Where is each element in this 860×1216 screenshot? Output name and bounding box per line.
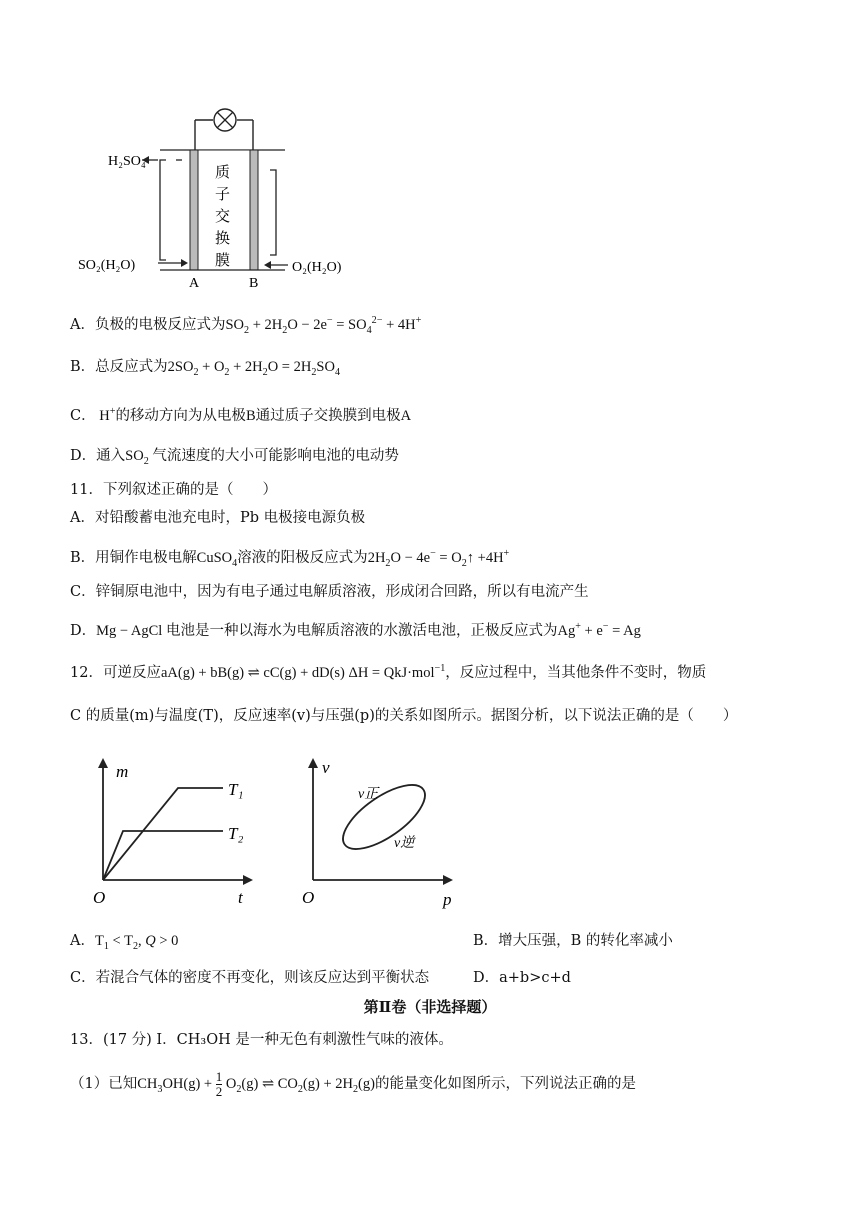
electrode-b-label: B xyxy=(249,276,259,291)
q11-option-a: A．对铅酸蓄电池充电时，Pb 电极接电源负极 xyxy=(70,510,366,526)
q10-option-a: A．负极的电极反应式为$SO_2 + 2H_2O - 2e^- = SO_4^{2-} + 4H^+$ xyxy=(70,315,422,336)
q11-option-c: C．锌铜原电池中，因为有电子通过电解质溶液，形成闭合回路，所以有电流产生 xyxy=(70,584,589,600)
membrane-char: 换 xyxy=(215,231,231,247)
membrane-char: 交 xyxy=(215,209,231,225)
q12-option-c: C．若混合气体的密度不再变化，则该反应达到平衡状态 xyxy=(70,970,430,986)
v-reverse-label: v逆 xyxy=(394,836,415,851)
graph-v-vs-p xyxy=(298,755,468,910)
q12-option-d: D．a+b>c+d xyxy=(473,970,571,986)
x-axis-label: p xyxy=(443,890,452,909)
label-o2: O₂(H₂O) xyxy=(292,260,342,275)
q12-option-b: B．增大压强，B 的转化率减小 xyxy=(473,933,673,949)
v-forward-label: v正 xyxy=(358,787,379,802)
x-axis-label: t xyxy=(238,888,243,907)
q13-sub1: （1）已知$CH_3OH(g)$ + $\frac{1}{2}$ $O_2(g)$ ⇌ $CO_2(g) + 2H_2(g)$的能量变化如图所示，下列说法正确的是 xyxy=(70,1069,636,1099)
t1-label: T₁ xyxy=(228,780,244,799)
q10-option-d: D．通入$SO_2$ 气流速度的大小可能影响电池的电动势 xyxy=(70,448,399,467)
label-so2: SO₂(H₂O) xyxy=(78,258,136,273)
graph-m-vs-t xyxy=(88,755,268,910)
q13-stem: 13．(17 分) Ⅰ．CH₃OH 是一种无色有刺激性气味的液体。 xyxy=(70,1032,453,1048)
rate-loop xyxy=(333,773,435,861)
membrane-char: 质 xyxy=(215,165,231,181)
t2-label: T₂ xyxy=(228,824,244,843)
q11-option-d: D．Mg − AgCl 电池是一种以海水为电解质溶液的水激活电池，正极反应式为Ag+ + e− = Ag xyxy=(70,621,641,639)
origin-label: O xyxy=(93,888,106,907)
membrane-char: 子 xyxy=(215,187,231,203)
q11-stem: 11．下列叙述正确的是（ ） xyxy=(70,482,277,498)
y-axis-label: v xyxy=(322,758,330,777)
membrane-char: 膜 xyxy=(215,253,231,269)
q11-option-b: B．用铜作电极电解CuSO$_4$溶液的阳极反应式为$2H_2O - 4e^-$ = $O_2↑ +4H^+$ xyxy=(70,548,510,569)
origin-label: O xyxy=(302,888,315,907)
label-h2so4: H₂SO₄ xyxy=(108,154,146,169)
q10-option-c: C． H+的移动方向为从电极B通过质子交换膜到电极A xyxy=(70,406,412,424)
electrode-a-label: A xyxy=(189,276,200,291)
curve-t2 xyxy=(103,831,223,880)
section-title: 第Ⅱ卷（非选择题） xyxy=(363,998,497,1016)
y-axis-label: m xyxy=(116,762,129,781)
q12-option-a: A．$T_1 < T_2$, Q > 0 xyxy=(70,933,179,952)
q12-stem-line2: C 的质量(m)与温度(T)，反应速率(v)与压强(p)的关系如图所示。据图分析，以下说法正确的是（ ） xyxy=(70,708,738,724)
q12-stem: 12．可逆反应aA(g) + bB(g) ⇌ cC(g) + dD(s) ΔH = QkJ·mol$^{-1}$，反应过程中，当其他条件不变时，物质 xyxy=(70,663,707,681)
fuel-cell-diagram xyxy=(70,105,380,295)
q10-option-b: B．总反应式为$2SO_2 + O_2 + 2H_2O = 2H_2SO_4$ xyxy=(70,359,340,378)
